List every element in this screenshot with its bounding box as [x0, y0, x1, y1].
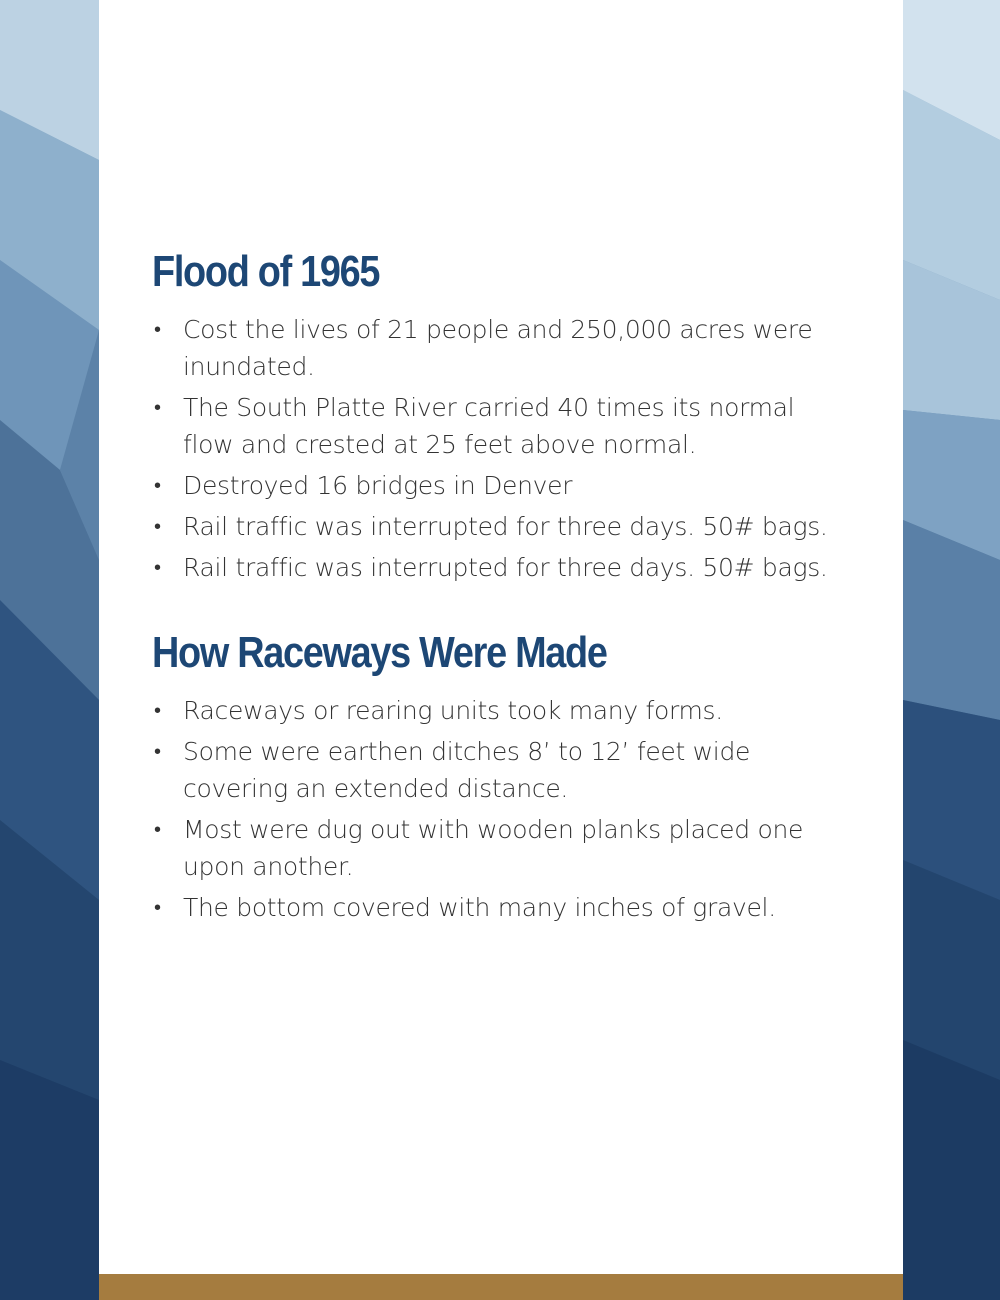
bullet-icon: •: [154, 698, 161, 722]
bullet-icon: •: [154, 473, 161, 497]
bullet-icon: •: [154, 739, 161, 763]
list-item: [152, 889, 852, 926]
bullet-text: Rail traffic was interrupted for three days. 50# bags.: [183, 512, 828, 541]
content-panel: [99, 0, 903, 1300]
list-item: [152, 508, 852, 545]
bullet-icon: •: [154, 395, 161, 419]
list-item: [152, 467, 852, 504]
bullet-icon: •: [154, 317, 161, 341]
bullet-text: Cost the lives of 21 people and 250,000 acres were inundated.: [183, 315, 813, 381]
list-item: [152, 692, 852, 729]
list-item: [152, 549, 852, 586]
list-item: [152, 311, 852, 385]
bullet-icon: •: [154, 895, 161, 919]
list-item: [152, 811, 852, 885]
list-item: [152, 389, 852, 463]
bullet-text: Rail traffic was interrupted for three days. 50# bags.: [183, 553, 828, 582]
footer-accent-bar: [99, 1274, 903, 1300]
content-column: [152, 245, 852, 930]
bullet-icon: •: [154, 555, 161, 579]
flood-bullet-list: [152, 311, 852, 586]
raceways-bullet-list: [152, 692, 852, 926]
section-title-flood-of-1965: Flood of 1965: [152, 247, 380, 296]
bullet-text: The South Platte River carried 40 times its normal flow and crested at 25 feet above normal.: [183, 393, 795, 459]
bullet-icon: •: [154, 817, 161, 841]
bullet-text: Destroyed 16 bridges in Denver: [183, 471, 573, 500]
list-item: [152, 733, 852, 807]
section-title-how-raceways-were-made: How Raceways Were Made: [152, 628, 607, 677]
bullet-text: The bottom covered with many inches of gravel.: [183, 893, 776, 922]
bullet-text: Raceways or rearing units took many forms.: [183, 696, 723, 725]
bullet-text: Most were dug out with wooden planks placed one upon another.: [183, 815, 804, 881]
bullet-text: Some were earthen ditches 8’ to 12’ feet wide covering an extended distance.: [183, 737, 751, 803]
bullet-icon: •: [154, 514, 161, 538]
